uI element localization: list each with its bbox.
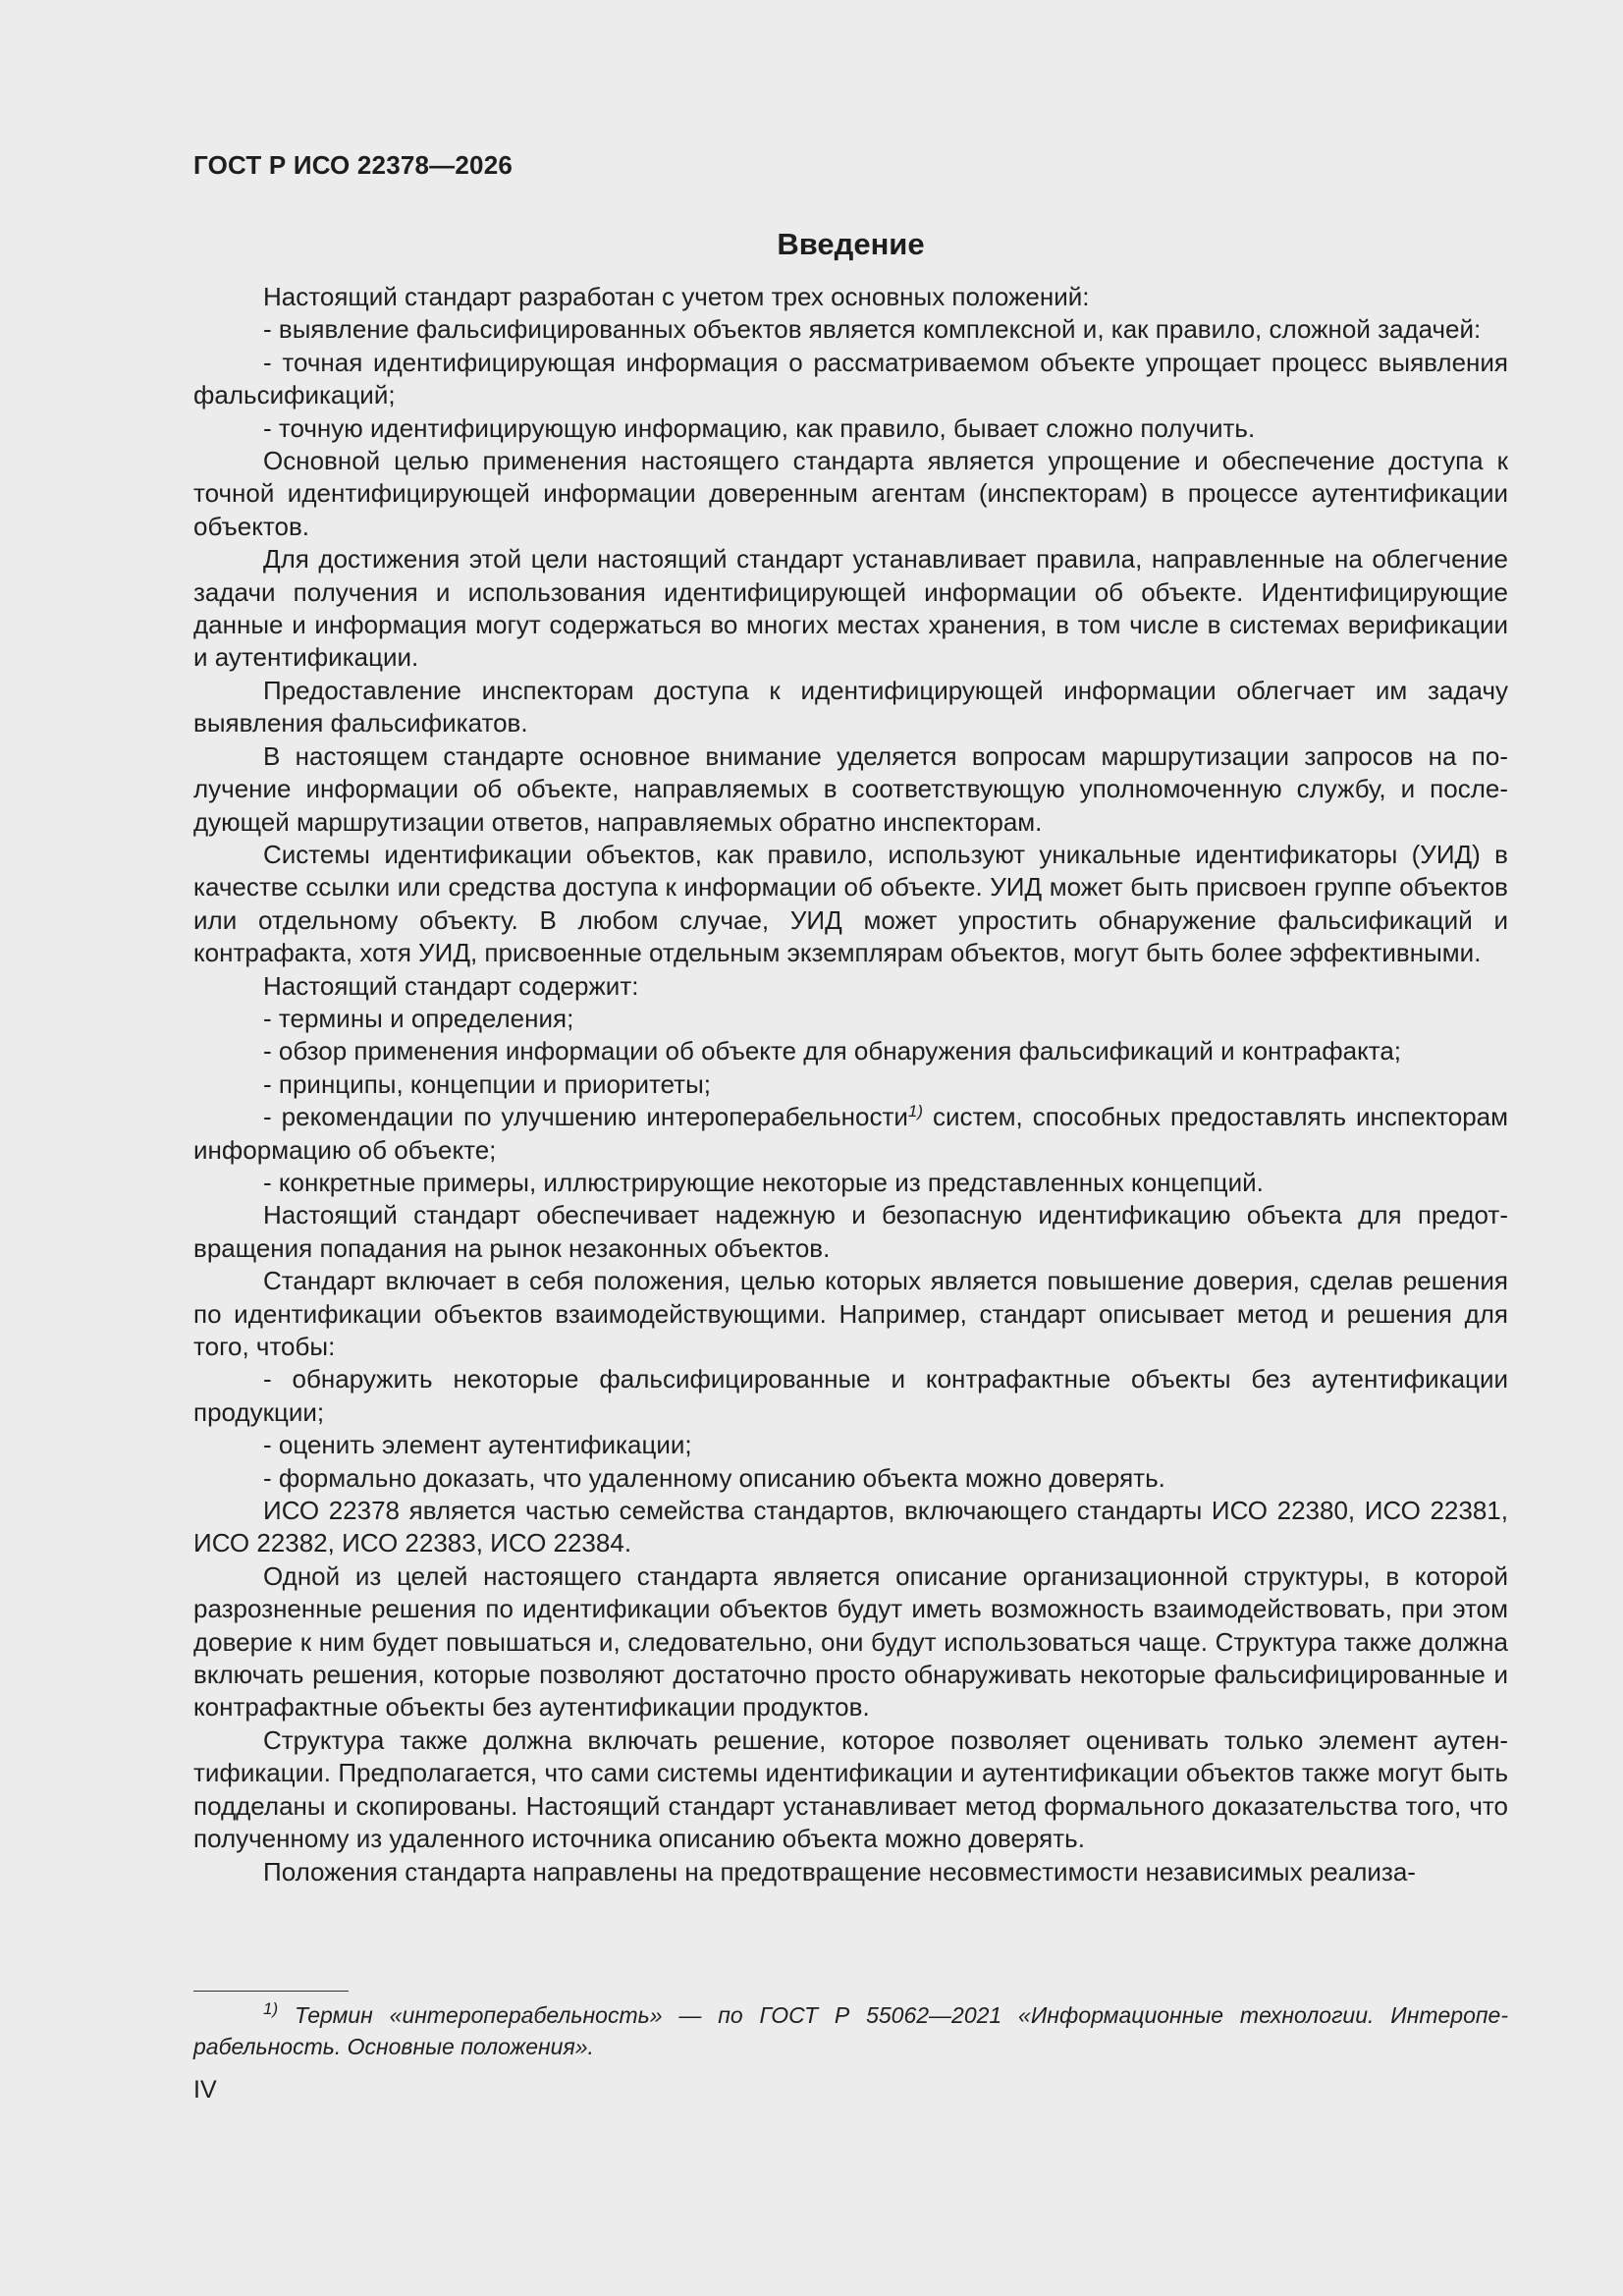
footnote-marker: 1) bbox=[263, 1999, 279, 2018]
footnote-text: Термин «интероперабельность» — по ГОСТ Р 55062—2021 «Информационные технологии. Интероперабельность. Основные положения». bbox=[193, 2002, 1508, 2059]
paragraph: Основной целью применения настоящего стандарта является упрощение и обеспечение доступа к точной идентифицирующей информации доверенным агентам (инспекторам) в процессе аутентификации объектов. bbox=[193, 446, 1508, 541]
footnote-reference[interactable]: 1) bbox=[907, 1102, 924, 1121]
page-number: IV bbox=[193, 2076, 217, 2104]
list-item: - обзор применения информации об объекте для обнаружения фальсификаций и контрафакта; bbox=[263, 1036, 1402, 1066]
paragraph: Структура также должна включать решение, которое позволяет оценивать только элемент аутентификации. Предполагается, что сами системы идентификации и аутентификации объектов также могут быть подделаны и скопированы. Настоящий стандарт устанавливает метод формального доказательства того, что полученному из удаленного источника описанию объекта можно доверять. bbox=[193, 1724, 1508, 1854]
paragraph: Стандарт включает в себя положения, целью которых является повышение доверия, сделав решения по идентификации объектов взаимодействующими. Например, стандарт описывает метод и решения для того, чтобы: bbox=[193, 1266, 1508, 1361]
section-title: Введение bbox=[777, 227, 925, 261]
list-item: - конкретные примеры, иллюстрирующие некоторые из представленных концепций. bbox=[263, 1167, 1264, 1197]
list-item bbox=[193, 1101, 1508, 1167]
footnote-area bbox=[193, 1991, 1508, 2062]
standard-designation: ГОСТ Р ИСО 22378—2026 bbox=[193, 150, 514, 180]
paragraph: В настоящем стандарте основное внимание уделяется вопросам маршрутизации запросов на получение информации об объекте, направляемых в соответствующую уполномоченную службу, и последующей маршрутизации ответов, направляемых обратно инспекторам. bbox=[193, 740, 1508, 837]
paragraph: Для достижения этой цели настоящий стандарт устанавливает правила, направленные на облегчение задачи получения и использования идентифицирующей информации об объекте. Идентифицирующие данные и информация могут содержаться во многих местах хранения, в том числе в системах верификации и аутентификации. bbox=[193, 544, 1508, 673]
list-item: - формально доказать, что удаленному описанию объекта можно доверять. bbox=[263, 1462, 1165, 1493]
list-item: - принципы, концепции и приоритеты; bbox=[263, 1068, 712, 1099]
paragraph: Системы идентификации объектов, как правило, используют уникальные идентификаторы (УИД) в качестве ссылки или средства доступа к информации об объекте. УИД может быть присвоен группе объектов или отдельному объекту. В любом случае, УИД может упростить обнаружение фальсификаций и контрафакта, хотя УИД, присвоенные отдельным экземплярам объектов, могут быть более эффективными. bbox=[193, 839, 1508, 968]
list-item: - термины и определения; bbox=[263, 1003, 574, 1033]
list-item: - точная идентифицирующая информация о рассматриваемом объекте упрощает процесс выявления фальсификаций; bbox=[193, 347, 1508, 410]
list-item: - обнаружить некоторые фальсифицированные и контрафактные объекты без аутентификации продукции; bbox=[193, 1364, 1508, 1427]
introduction-section bbox=[193, 224, 1508, 1888]
paragraph: Настоящий стандарт содержит: bbox=[263, 970, 639, 1001]
footnote-separator bbox=[193, 1991, 349, 1992]
footnote bbox=[193, 1999, 1508, 2062]
list-item: - оценить элемент аутентификации; bbox=[263, 1430, 692, 1460]
paragraph: Положения стандарта направлены на предотвращение несовместимости независимых реализа- bbox=[263, 1856, 1416, 1886]
list-item-text: - рекомендации по улучшению интероперабельности bbox=[263, 1102, 908, 1132]
paragraph: Предоставление инспекторам доступа к идентифицирующей информации облегчает им задачу выявления фальсификатов. bbox=[193, 675, 1508, 738]
paragraph: Настоящий стандарт разработан с учетом трех основных положений: bbox=[263, 282, 1090, 311]
paragraph: Одной из целей настоящего стандарта является описание организационной структуры, в которой разрозненные решения по идентификации объектов будут иметь возможность взаимодействовать, при этом доверие к ним будет повышаться и, следовательно, они будут использоваться чаще. Структура также должна включать решения, которые позволяют достаточно просто обнаруживать некоторые фальсифицированные и контрафактные объекты без аутентификации продуктов. bbox=[193, 1560, 1508, 1722]
paragraph: ИСО 22378 является частью семейства стандартов, включающего стандарты ИСО 22380, ИСО 22381, ИСО 22382, ИСО 22383, ИСО 22384. bbox=[193, 1496, 1508, 1558]
paragraph: Настоящий стандарт обеспечивает надежную и безопасную идентификацию объекта для предотвращения попадания на рынок незаконных объектов. bbox=[193, 1200, 1508, 1263]
list-item-text-continued: систем, способных предоставлять инспекторам информацию об объекте; bbox=[193, 1102, 1508, 1165]
list-item: - точную идентифицирующую информацию, как правило, бывает сложно получить. bbox=[263, 412, 1256, 443]
list-item: - выявление фальсифицированных объектов является комплексной и, как правило, сложной задачей: bbox=[263, 314, 1482, 345]
